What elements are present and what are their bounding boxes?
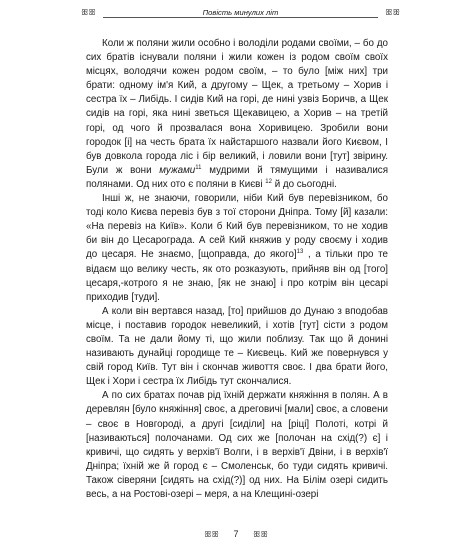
body-paragraph	[86, 389, 388, 502]
text-segment: мудрими й тямущими і називалися полянами. Од них ото є поляни в Києві	[86, 164, 389, 190]
text-segment: , а тільки про те відаєм що велику честь, як ото розказують, прийняв він од [того] цесаря,-котрого я не знаю, [як не знаю] і про котрім він цесарі приходив [туди].	[86, 249, 388, 303]
footnote-marker: 12	[265, 178, 272, 185]
header-title: Повість минулих літ	[202, 8, 279, 17]
page-number: 7	[233, 529, 239, 539]
footer-ornament-left: ꕥꕥ	[204, 530, 219, 539]
body-paragraph	[86, 305, 388, 390]
page-footer	[0, 527, 472, 541]
footnote-marker: 13	[296, 249, 304, 256]
body-paragraph	[86, 192, 388, 305]
text-segment: Коли ж поляни жили особно і володіли родами своїми, – бо до сих братів існували поляни і жили кожен із родом своїм своїх місцях, володячи кожен родом своїм, – то було [між них] три брати: одному ім'я Кий, а другому – Щек, а третьому – Хорив і сестра їх – Либідь. І сидів Кий на горі, де нині узвіз Боричв, а Щек сидів на горі, яка нині зветься Щекавицею, а Хорив – на третій горі, од чого й прозвалася вона Хоривицею. Зробили вони городок [і] на честь брата їх найстаршого назвали його Києвом, І був довкола города ліс і бір великий, і ловили вони [тут] звірину. Були ж вони	[86, 38, 388, 176]
header-rule	[103, 17, 378, 18]
text-segment: А по сих братах почав рід їхній держати княжіння в полян. А в деревлян [було княжіння] своє, а дреговичі [мали] своє, а словени – своє в Новгороді, а другі [сиділи] на [ріці] Полоті, котрі й [називаються] полочанами. Од сих же [полочан на схід(?) є] і кривичі, що сидять у верхів'ї Волги, і в верхів'ї Двіни, і в верхів'ї Дніпра; їхній же й город є – Смоленськ, бо туди сидять кривичі. Також сіверяни [сидять на схід(?)] од них. На Білім озері сидить весь, а на Ростові-озері – меря, а на Клещині-озері	[86, 390, 388, 500]
text-segment: А коли він вертався назад, [то] прийшов до Дунаю з вподобав місце, і поставив городок невеликий, і хотів [тут] сісти з родом своїм. Та не дали йому ті, що жили поблизу. Так що й донині називають дунайці городище те – Києвець. Кий же повернувся у свій город Київ. Тут він і скончав живоття своє. І два брати його, Щек і Хори і сестра їх Либідь тут скончалися.	[86, 305, 388, 388]
text-segment: Інші ж, не знаючи, говорили, ніби Кий був перевізником, бо тоді коло Києва перевіз був з тої сторони Дніпра. Тому [й] казали: «На перевіз на Київ». Коли б Кий був перевізником, то не ходив би він до Цесарограда. А сей Кий княжив у роду своєму і ходив до цесаря. Не знаємо, [щоправда, до якого]	[86, 193, 388, 261]
header-ornament-right: ꕥꕥ	[385, 8, 400, 17]
body-paragraph	[86, 37, 388, 192]
text-segment: й до сьогодні.	[271, 178, 337, 190]
running-header	[81, 6, 400, 20]
footnote-marker: 11	[195, 164, 202, 171]
body-text	[86, 37, 388, 502]
italic-text: мужами	[159, 164, 196, 176]
header-ornament-left: ꕥꕥ	[81, 8, 96, 17]
footer-ornament-right: ꕥꕥ	[253, 530, 268, 539]
